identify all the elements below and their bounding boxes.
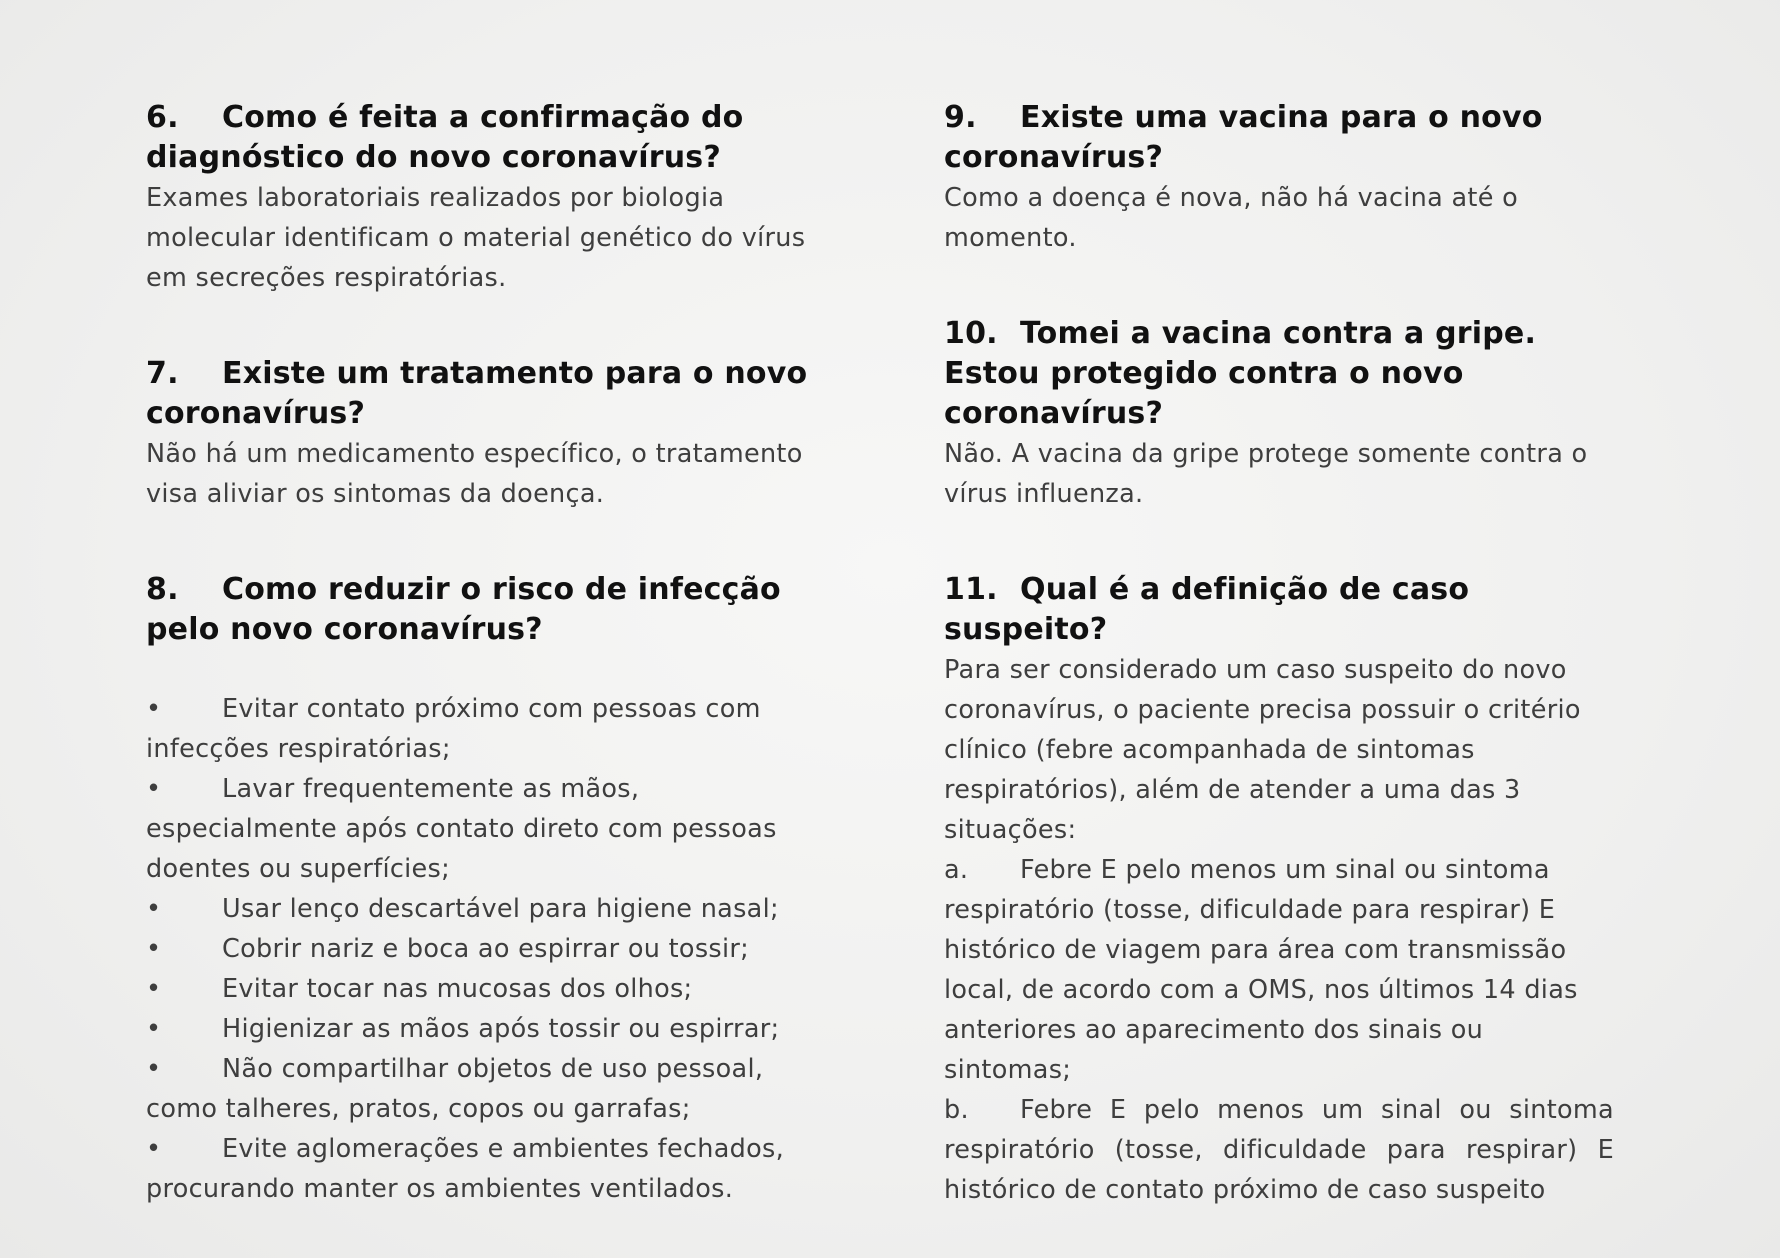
question-title [944,98,1614,178]
bullet-icon: • [146,1014,162,1044]
question-text: Como é feita a confirmação do diagnóstico do novo coronavírus? [146,100,744,175]
prevention-list [146,689,810,1209]
bullet-icon: • [146,694,162,724]
criteria-item-b: b. Febre E pelo menos um sinal ou sintoma respiratório (tosse, dificuldade para respirar) E histórico de contato próximo de caso suspeito [944,1090,1614,1210]
answer-text: Como a doença é nova, não há vacina até o momento. [944,183,1518,253]
question-number: 6. [146,100,179,135]
bullet-icon: • [146,974,162,1004]
question-text: Qual é a definição de caso suspeito? [944,572,1470,647]
question-number: 11. [944,572,998,607]
question-text: Como reduzir o risco de infecção pelo novo coronavírus? [146,572,781,647]
list-item: • Higienizar as mãos após tossir ou espirrar; [146,1009,810,1049]
question-text: Existe um tratamento para o novo coronavírus? [146,356,808,431]
item-letter: b. [944,1095,969,1125]
question-text: Existe uma vacina para o novo coronavírus? [944,100,1543,175]
list-item: • Não compartilhar objetos de uso pessoal, como talheres, pratos, copos ou garrafas; [146,1049,810,1129]
faq-item-6 [146,98,810,298]
list-item: • Cobrir nariz e boca ao espirrar ou tossir; [146,929,810,969]
faq-item-9 [944,98,1614,258]
question-title [944,314,1614,434]
question-number: 10. [944,316,998,351]
list-item: • Lavar frequentemente as mãos, especialmente após contato direto com pessoas doentes ou superfícies; [146,769,810,889]
question-number: 9. [944,100,977,135]
question-title [146,354,810,434]
answer-text: Não há um medicamento específico, o tratamento visa aliviar os sintomas da doença. [146,439,803,509]
list-item: • Usar lenço descartável para higiene nasal; [146,889,810,929]
criteria-item-a: a. Febre E pelo menos um sinal ou sintoma respiratório (tosse, dificuldade para respirar) E histórico de viagem para área com transmissão local, de acordo com a OMS, nos últimos 14 dias anteriores ao aparecimento dos sinais ou sintomas; [944,850,1614,1090]
bullet-icon: • [146,774,162,804]
bullet-icon: • [146,1054,162,1084]
bullet-icon: • [146,934,162,964]
list-item: • Evitar contato próximo com pessoas com infecções respiratórias; [146,689,810,769]
faq-item-11 [944,570,1614,1210]
question-title [146,570,810,650]
list-item: • Evitar tocar nas mucosas dos olhos; [146,969,810,1009]
bullet-icon: • [146,894,162,924]
question-title [944,570,1614,650]
question-title [146,98,810,178]
answer-text: Não. A vacina da gripe protege somente contra o vírus influenza. [944,439,1588,509]
item-letter: a. [944,855,969,885]
right-column [944,98,1614,1210]
faq-item-10 [944,314,1614,514]
left-column [146,98,810,1209]
answer-text: Para ser considerado um caso suspeito do novo coronavírus, o paciente precisa possuir o critério clínico (febre acompanhada de sintomas respiratórios), além de atender a uma das 3 situações: [944,655,1581,845]
answer-text: Exames laboratoriais realizados por biologia molecular identificam o material genético do vírus em secreções respiratórias. [146,183,806,293]
question-number: 7. [146,356,179,391]
faq-item-7 [146,354,810,514]
bullet-icon: • [146,1134,162,1164]
list-item: • Evite aglomerações e ambientes fechados, procurando manter os ambientes ventilados. [146,1129,810,1209]
question-text: Tomei a vacina contra a gripe. Estou protegido contra o novo coronavírus? [944,316,1537,431]
question-number: 8. [146,572,179,607]
faq-item-8 [146,570,810,1209]
